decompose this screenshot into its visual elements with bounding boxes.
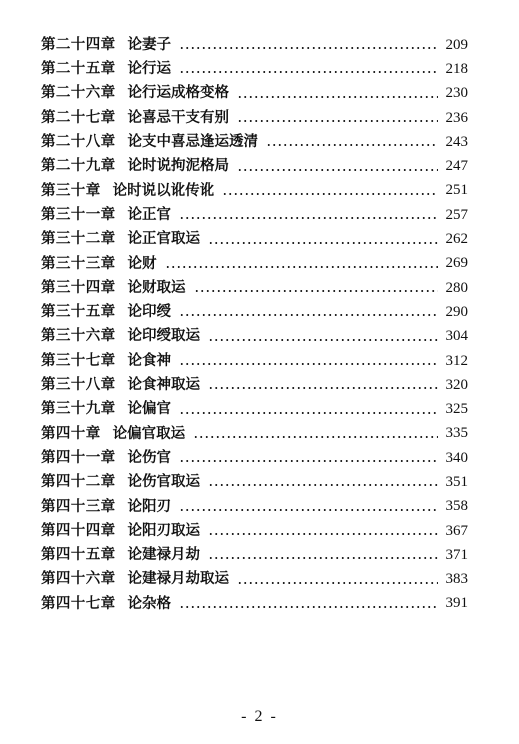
chapter-number: 第二十七章 <box>41 108 116 126</box>
dot-leader <box>222 193 438 195</box>
dot-leader <box>237 169 438 171</box>
toc-entry[interactable] <box>41 446 468 470</box>
page-number: 280 <box>445 279 468 296</box>
dot-leader <box>237 582 438 584</box>
toc-entry[interactable] <box>41 130 468 154</box>
page-number: 209 <box>445 36 468 53</box>
toc-entry[interactable] <box>41 33 468 57</box>
chapter-number: 第四十七章 <box>41 594 116 612</box>
toc-entry[interactable] <box>41 397 468 421</box>
dot-leader <box>179 363 438 365</box>
chapter-title: 论行运成格变格 <box>127 84 229 102</box>
dot-leader <box>193 436 438 438</box>
toc-entry[interactable] <box>41 325 468 349</box>
toc-entry[interactable] <box>41 106 468 130</box>
table-of-contents <box>41 33 468 616</box>
chapter-title: 论杂格 <box>127 594 171 612</box>
toc-entry[interactable] <box>41 57 468 81</box>
toc-entry[interactable] <box>41 373 468 397</box>
chapter-title: 论财取运 <box>127 278 186 296</box>
chapter-title: 论食神 <box>127 351 171 369</box>
chapter-title: 论财 <box>127 254 157 272</box>
page-number: 320 <box>445 376 468 393</box>
chapter-number: 第三十章 <box>41 181 101 199</box>
dot-leader <box>179 314 438 316</box>
toc-entry[interactable] <box>41 495 468 519</box>
toc-entry[interactable] <box>41 592 468 616</box>
chapter-title: 论印绶 <box>127 303 171 321</box>
chapter-title: 论正官 <box>127 205 171 223</box>
toc-entry[interactable] <box>41 300 468 324</box>
chapter-title: 论时说以讹传讹 <box>112 181 215 199</box>
dot-leader <box>179 71 438 73</box>
toc-entry[interactable] <box>41 154 468 178</box>
toc-entry[interactable] <box>41 568 468 592</box>
toc-entry[interactable] <box>41 519 468 543</box>
chapter-title: 论阳刃取运 <box>127 521 200 539</box>
page-number: 269 <box>445 255 468 272</box>
dot-leader <box>179 47 438 49</box>
chapter-number: 第四十六章 <box>41 570 116 588</box>
chapter-number: 第四十五章 <box>41 546 116 564</box>
page-number: 218 <box>445 60 468 77</box>
dot-leader <box>237 120 438 122</box>
page-number: 312 <box>445 352 468 369</box>
chapter-number: 第二十九章 <box>41 157 116 175</box>
toc-entry[interactable] <box>41 422 468 446</box>
chapter-number: 第四十四章 <box>41 521 116 539</box>
chapter-title: 论喜忌干支有别 <box>127 108 229 126</box>
toc-entry[interactable] <box>41 179 468 203</box>
dot-leader <box>179 460 438 462</box>
page-number: 304 <box>445 328 468 345</box>
dot-leader <box>208 387 438 389</box>
dot-leader <box>179 509 438 511</box>
dot-leader <box>165 266 439 268</box>
toc-entry[interactable] <box>41 227 468 251</box>
chapter-title: 论印绶取运 <box>127 327 200 345</box>
chapter-title: 论偏官 <box>127 400 171 418</box>
chapter-number: 第三十八章 <box>41 376 116 394</box>
page-number: 367 <box>445 522 468 539</box>
chapter-number: 第三十四章 <box>41 278 116 296</box>
chapter-number: 第三十二章 <box>41 230 116 248</box>
dot-leader <box>179 606 438 608</box>
chapter-title: 论正官取运 <box>127 230 200 248</box>
toc-entry[interactable] <box>41 276 468 300</box>
page-number: 351 <box>445 473 468 490</box>
toc-entry[interactable] <box>41 82 468 106</box>
chapter-number: 第三十九章 <box>41 400 116 418</box>
chapter-number: 第二十六章 <box>41 84 116 102</box>
chapter-number: 第三十五章 <box>41 303 116 321</box>
dot-leader <box>266 144 438 146</box>
page-number: 230 <box>445 85 468 102</box>
page-number: 243 <box>445 133 468 150</box>
toc-entry[interactable] <box>41 252 468 276</box>
chapter-title: 论阳刃 <box>127 497 171 515</box>
dot-leader <box>208 242 438 244</box>
chapter-number: 第四十一章 <box>41 448 116 466</box>
chapter-number: 第三十三章 <box>41 254 116 272</box>
page-number: 371 <box>445 546 468 563</box>
page-number: 236 <box>445 109 468 126</box>
dot-leader <box>208 484 438 486</box>
dot-leader <box>179 217 438 219</box>
chapter-number: 第三十七章 <box>41 351 116 369</box>
page-number: 358 <box>445 498 468 515</box>
dot-leader <box>208 339 438 341</box>
dot-leader <box>194 290 439 292</box>
chapter-number: 第三十六章 <box>41 327 116 345</box>
dot-leader <box>208 533 438 535</box>
toc-entry[interactable] <box>41 543 468 567</box>
chapter-title: 论时说拘泥格局 <box>127 157 229 175</box>
page-number: 340 <box>445 449 468 466</box>
chapter-number: 第四十章 <box>41 424 101 442</box>
chapter-number: 第二十八章 <box>41 133 116 151</box>
chapter-number: 第四十二章 <box>41 473 116 491</box>
toc-entry[interactable] <box>41 349 468 373</box>
page-number: 325 <box>445 401 468 418</box>
chapter-title: 论建禄月劫取运 <box>127 570 229 588</box>
chapter-number: 第三十一章 <box>41 205 116 223</box>
chapter-title: 论妻子 <box>127 35 171 53</box>
chapter-number: 第二十五章 <box>41 60 116 78</box>
chapter-number: 第二十四章 <box>41 35 116 53</box>
page-number: 251 <box>445 182 468 199</box>
chapter-title: 论偏官取运 <box>112 424 186 442</box>
chapter-title: 论伤官取运 <box>127 473 200 491</box>
page-number: 290 <box>445 303 468 320</box>
page-number: 383 <box>445 571 468 588</box>
page-number: 257 <box>445 206 468 223</box>
dot-leader <box>208 557 438 559</box>
chapter-number: 第四十三章 <box>41 497 116 515</box>
toc-entry[interactable] <box>41 203 468 227</box>
chapter-title: 论建禄月劫 <box>127 546 200 564</box>
dot-leader <box>179 412 438 414</box>
dot-leader <box>237 96 438 98</box>
toc-entry[interactable] <box>41 470 468 494</box>
page-number: 262 <box>445 231 468 248</box>
page-footer-number: - 2 - <box>241 708 278 725</box>
page-number: 391 <box>445 595 468 612</box>
page-number: 247 <box>445 158 468 175</box>
chapter-title: 论支中喜忌逢运透清 <box>127 133 258 151</box>
chapter-title: 论行运 <box>127 60 171 78</box>
chapter-title: 论食神取运 <box>127 376 200 394</box>
chapter-title: 论伤官 <box>127 448 171 466</box>
page-number: 335 <box>445 425 468 442</box>
